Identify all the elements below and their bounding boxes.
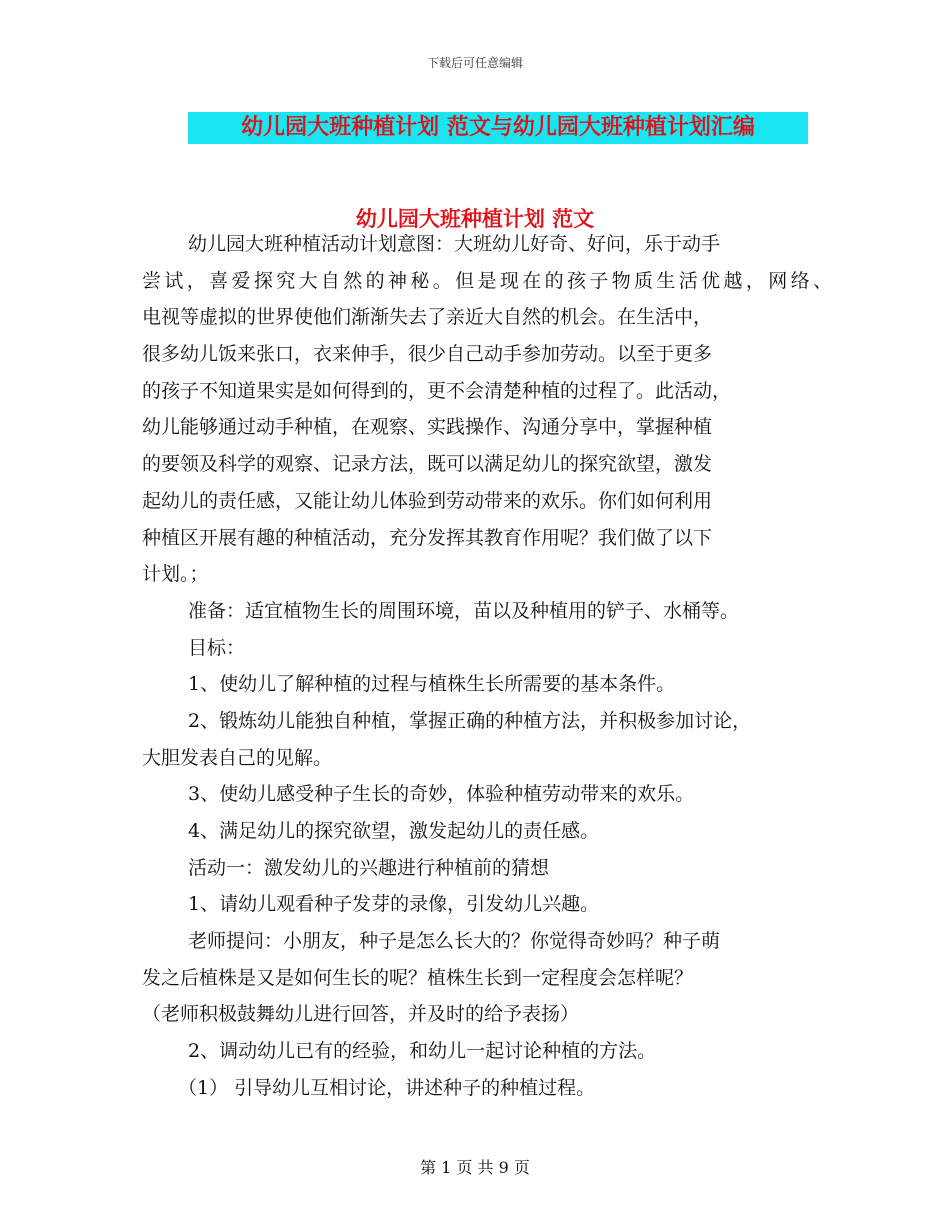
paragraph-line: 2、锻炼幼儿能独自种植，掌握正确的种植方法，并积极参加讨论，	[188, 709, 752, 732]
paragraph-line: 起幼儿的责任感，又能让幼儿体验到劳动带来的欢乐。你们如何利用	[142, 489, 713, 512]
paragraph-line: 4、满足幼儿的探究欲望，激发起幼儿的责任感。	[188, 820, 600, 842]
paragraph-line: 1、请幼儿观看种子发芽的录像，引发幼儿兴趣。	[188, 893, 600, 916]
paragraph-line: 幼儿园大班种植活动计划意图：大班幼儿好奇、好问，乐于动手	[188, 233, 721, 255]
document-title: 幼儿园大班种植计划 范文与幼儿园大班种植计划汇编	[188, 112, 808, 144]
paragraph-line: 大胆发表自己的见解。	[142, 746, 333, 769]
paragraph-line: （老师积极鼓舞幼儿进行回答，并及时的给予表扬）	[142, 1003, 580, 1026]
paragraph-line: 电视等虚拟的世界使他们渐渐失去了亲近大自然的机会。在生活中，	[142, 306, 713, 329]
paragraph-line: 幼儿能够通过动手种植，在观察、实践操作、沟通分享中，掌握种植	[142, 416, 713, 439]
paragraph-line: 1、使幼儿了解种植的过程与植株生长所需要的基本条件。	[188, 673, 676, 696]
paragraph-line: （1） 引导幼儿互相讨论，讲述种子的种植过程。	[178, 1076, 596, 1099]
page-footer: 第 1 页 共 9 页	[420, 1158, 530, 1177]
paragraph-line: 很多幼儿饭来张口，衣来伸手，很少自己动手参加劳动。以至于更多	[142, 343, 713, 366]
paragraph-line: 尝试，喜爱探究大自然的神秘。但是现在的孩子物质生活优越，网络、	[142, 269, 832, 292]
paragraph-line: 2、调动幼儿已有的经验，和幼儿一起讨论种植的方法。	[188, 1040, 657, 1063]
paragraph-line: 的孩子不知道果实是如何得到的，更不会清楚种植的过程了。此活动，	[142, 379, 732, 402]
section-title: 幼儿园大班种植计划 范文	[355, 207, 595, 231]
paragraph-line: 准备：适宜植物生长的周围环境，苗以及种植用的铲子、水桶等。	[188, 599, 740, 622]
paragraph-line: 3、使幼儿感受种子生长的奇妙，体验种植劳动带来的欢乐。	[188, 783, 695, 806]
paragraph-line: 种植区开展有趣的种植活动，充分发挥其教育作用呢？我们做了以下	[142, 526, 713, 549]
paragraph-line: 活动一：激发幼儿的兴趣进行种植前的猜想	[188, 856, 550, 879]
paragraph-line: 的要领及科学的观察、记录方法，既可以满足幼儿的探究欲望，激发	[142, 453, 713, 476]
body-text	[142, 226, 832, 1107]
paragraph-line: 老师提问：小朋友，种子是怎么长大的？你觉得奇妙吗？种子萌	[188, 930, 721, 953]
paragraph-line: 目标：	[188, 636, 246, 659]
paragraph-line: 计划。；	[142, 563, 209, 586]
paragraph-line: 发之后植株是又是如何生长的呢？植株生长到一定程度会怎样呢？	[142, 966, 694, 989]
page-header: 下载后可任意编辑	[426, 56, 523, 70]
